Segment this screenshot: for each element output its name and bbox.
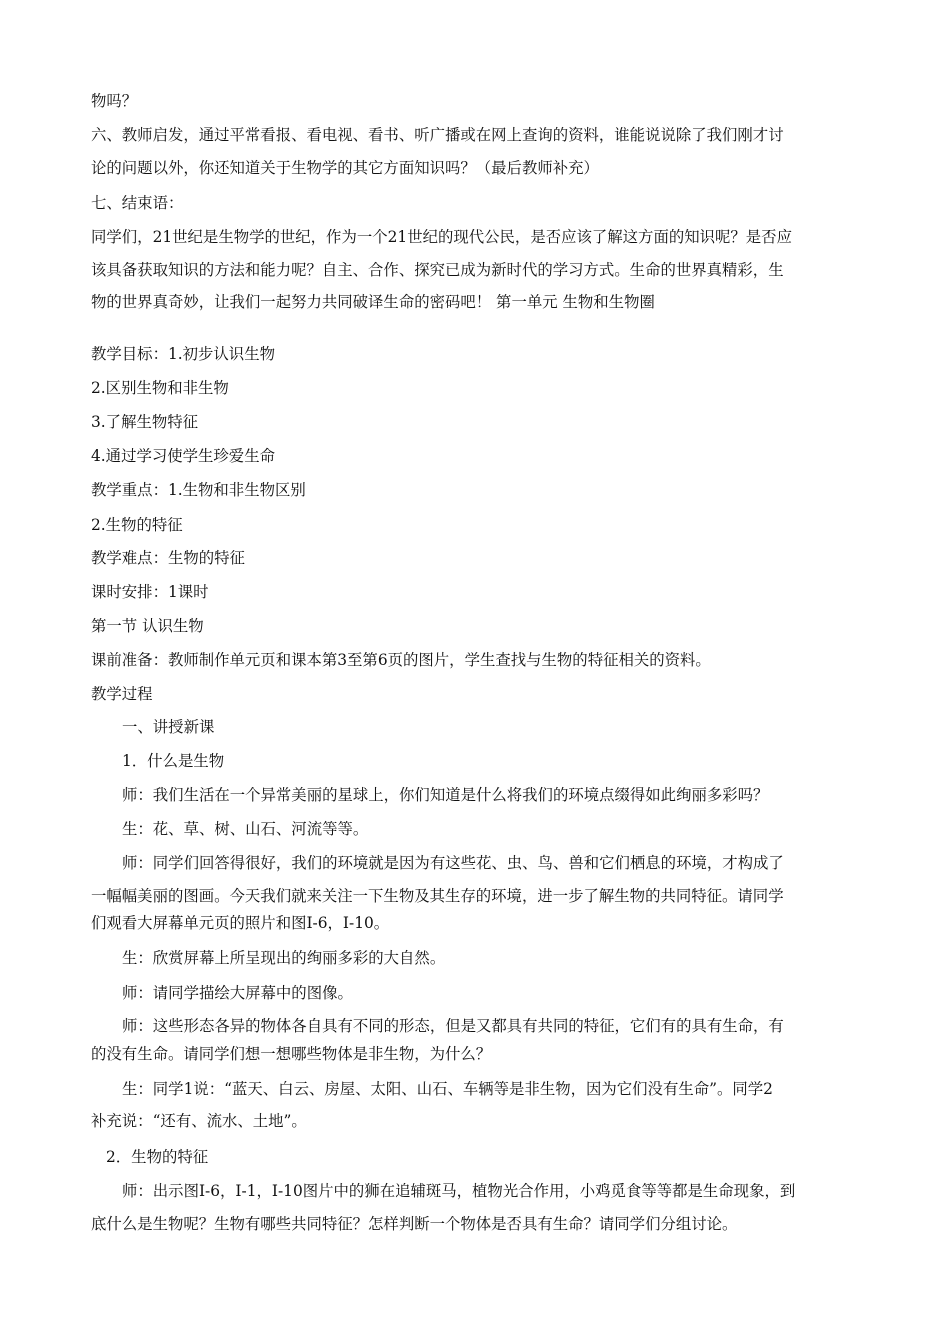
text-line: 师：出示图I-6，I-1，I-10图片中的狮在追辅斑马，植物光合作用，小鸡觅食等等都是生命现象，到 xyxy=(122,1182,796,1200)
section-heading: 第一节 认识生物 xyxy=(91,617,204,635)
text-line: 的没有生命。请同学们想一想哪些物体是非生物，为什么？ xyxy=(91,1045,492,1063)
text-line: 生：欣赏屏幕上所呈现出的绚丽多彩的大自然。 xyxy=(122,949,446,967)
text-line: 师：这些形态各异的物体各自具有不同的形态，但是又都具有共同的特征，它们有的具有生命，有 xyxy=(122,1017,784,1035)
text-line: 3.了解生物特征 xyxy=(91,413,199,431)
text-line: 2．生物的特征 xyxy=(106,1148,209,1166)
text-line: 七、结束语： xyxy=(91,194,184,212)
text-line: 教学重点：1.生物和非生物区别 xyxy=(91,481,306,499)
text-line: 生：花、草、树、山石、河流等等。 xyxy=(122,820,369,838)
text-line: 教学目标：1.初步认识生物 xyxy=(91,345,275,363)
text-line: 师：请同学描绘大屏幕中的图像。 xyxy=(122,984,353,1002)
text-line: 六、教师启发，通过平常看报、看电视、看书、听广播或在网上查询的资料，谁能说说除了我们刚才讨 xyxy=(91,126,784,144)
text-line: 课前准备：教师制作单元页和课本第3至第6页的图片，学生查找与生物的特征相关的资料。 xyxy=(91,651,711,669)
text-line: 课时安排：1课时 xyxy=(91,583,209,601)
text-line: 物吗？ xyxy=(91,92,138,110)
text-line: 补充说：“还有、流水、土地”。 xyxy=(91,1112,307,1130)
text-line: 物的世界真奇妙，让我们一起努力共同破译生命的密码吧！ 第一单元 生物和生物圈 xyxy=(91,293,655,311)
text-line: 论的问题以外，你还知道关于生物学的其它方面知识吗？（最后教师补充） xyxy=(91,159,599,177)
text-line: 该具备获取知识的方法和能力呢？自主、合作、探究已成为新时代的学习方式。生命的世界真精彩，生 xyxy=(91,261,784,279)
text-line: 教学难点：生物的特征 xyxy=(91,549,245,567)
text-line: 2.生物的特征 xyxy=(91,516,183,534)
text-line: 1．什么是生物 xyxy=(122,752,225,770)
text-line: 同学们，21世纪是生物学的世纪，作为一个21世纪的现代公民，是否应该了解这方面的知识呢？是否应 xyxy=(91,228,792,246)
text-line: 教学过程 xyxy=(91,685,153,703)
text-line: 们观看大屏幕单元页的照片和图I-6，I-10。 xyxy=(91,914,390,932)
text-line: 师：我们生活在一个异常美丽的星球上，你们知道是什么将我们的环境点缀得如此绚丽多彩吗？ xyxy=(122,786,769,804)
text-line: 底什么是生物呢？生物有哪些共同特征？怎样判断一个物体是否具有生命？请同学们分组讨论。 xyxy=(91,1215,738,1233)
text-line: 一幅幅美丽的图画。今天我们就来关注一下生物及其生存的环境，进一步了解生物的共同特征。请同学 xyxy=(91,887,784,905)
text-line: 师：同学们回答得很好，我们的环境就是因为有这些花、虫、鸟、兽和它们栖息的环境，才构成了 xyxy=(122,854,784,872)
text-line: 2.区别生物和非生物 xyxy=(91,379,229,397)
text-line: 一、讲授新课 xyxy=(122,718,215,736)
text-line: 4.通过学习使学生珍爱生命 xyxy=(91,447,275,465)
text-line: 生：同学1说：“蓝天、白云、房屋、太阳、山石、车辆等是非生物，因为它们没有生命”。同学2 xyxy=(122,1080,773,1098)
